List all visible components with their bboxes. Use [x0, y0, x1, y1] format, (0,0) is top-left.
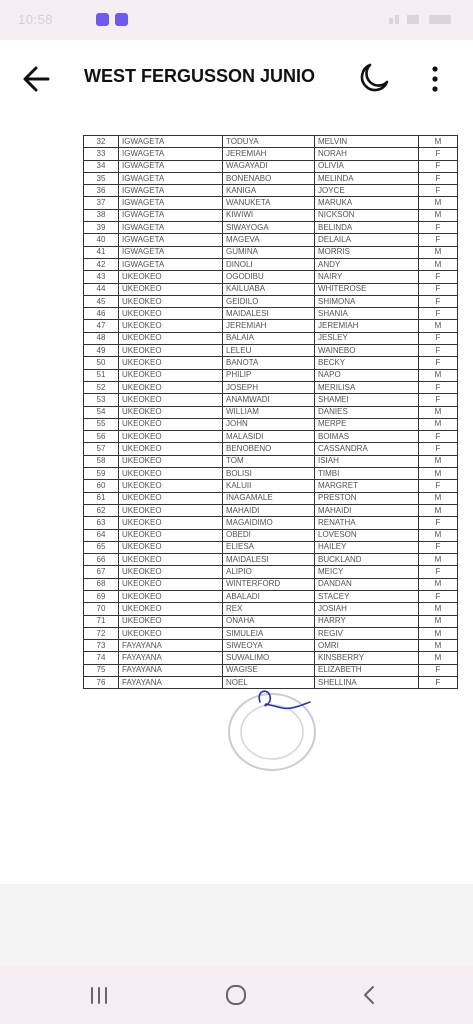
given-name-cell: BUCKLAND: [315, 554, 419, 566]
village-cell: UKEOKEO: [119, 332, 223, 344]
status-bar: [0, 0, 473, 40]
sex-cell: M: [419, 615, 458, 627]
row-number: 73: [84, 640, 119, 652]
sex-cell: F: [419, 185, 458, 197]
status-time: 10:58: [18, 12, 54, 27]
village-cell: UKEOKEO: [119, 480, 223, 492]
sex-cell: M: [419, 492, 458, 504]
given-name-cell: SHIMONA: [315, 295, 419, 307]
row-number: 41: [84, 246, 119, 258]
table-row: [84, 381, 458, 393]
table-row: [84, 664, 458, 676]
table-row: [84, 443, 458, 455]
table-row: [84, 160, 458, 172]
village-cell: UKEOKEO: [119, 308, 223, 320]
given-name-cell: OLIVIA: [315, 160, 419, 172]
surname-cell: BONENABO: [223, 172, 315, 184]
village-cell: UKEOKEO: [119, 271, 223, 283]
sex-cell: F: [419, 271, 458, 283]
row-number: 72: [84, 627, 119, 639]
given-name-cell: CASSANDRA: [315, 443, 419, 455]
viewer-footer: [0, 884, 473, 966]
surname-cell: MAIDALESI: [223, 308, 315, 320]
surname-cell: SIWEOYA: [223, 640, 315, 652]
village-cell: UKEOKEO: [119, 517, 223, 529]
given-name-cell: BECKY: [315, 357, 419, 369]
surname-cell: BOLISI: [223, 468, 315, 480]
village-cell: UKEOKEO: [119, 369, 223, 381]
notification-app-icon: [115, 13, 128, 26]
given-name-cell: NICKSON: [315, 209, 419, 221]
table-row: [84, 209, 458, 221]
row-number: 65: [84, 541, 119, 553]
row-number: 50: [84, 357, 119, 369]
sex-cell: M: [419, 468, 458, 480]
surname-cell: JOHN: [223, 418, 315, 430]
given-name-cell: NAIRY: [315, 271, 419, 283]
surname-cell: OBEDI: [223, 529, 315, 541]
table-row: [84, 345, 458, 357]
table-row: [84, 172, 458, 184]
surname-cell: LELEU: [223, 345, 315, 357]
table-row: [84, 640, 458, 652]
village-cell: IGWAGETA: [119, 148, 223, 160]
given-name-cell: DELAILA: [315, 234, 419, 246]
row-number: 48: [84, 332, 119, 344]
table-row: [84, 234, 458, 246]
sex-cell: F: [419, 308, 458, 320]
given-name-cell: ANDY: [315, 258, 419, 270]
row-number: 52: [84, 381, 119, 393]
table-row: [84, 148, 458, 160]
village-cell: UKEOKEO: [119, 627, 223, 639]
given-name-cell: NORAH: [315, 148, 419, 160]
row-number: 64: [84, 529, 119, 541]
surname-cell: BALAIA: [223, 332, 315, 344]
surname-cell: REX: [223, 603, 315, 615]
surname-cell: WAGAYADI: [223, 160, 315, 172]
village-cell: UKEOKEO: [119, 529, 223, 541]
sex-cell: F: [419, 480, 458, 492]
table-row: [84, 541, 458, 553]
village-cell: UKEOKEO: [119, 554, 223, 566]
sex-cell: F: [419, 332, 458, 344]
surname-cell: DINOLI: [223, 258, 315, 270]
surname-cell: ALIPIO: [223, 566, 315, 578]
row-number: 62: [84, 504, 119, 516]
village-cell: UKEOKEO: [119, 320, 223, 332]
given-name-cell: STACEY: [315, 590, 419, 602]
village-cell: UKEOKEO: [119, 345, 223, 357]
given-name-cell: MERPE: [315, 418, 419, 430]
village-cell: FAYAYANA: [119, 677, 223, 689]
row-number: 38: [84, 209, 119, 221]
row-number: 63: [84, 517, 119, 529]
surname-cell: SIMULEIA: [223, 627, 315, 639]
row-number: 42: [84, 258, 119, 270]
surname-cell: MAGAIDIMO: [223, 517, 315, 529]
sex-cell: M: [419, 640, 458, 652]
sex-cell: F: [419, 148, 458, 160]
row-number: 37: [84, 197, 119, 209]
status-indicators: [385, 12, 455, 29]
village-cell: UKEOKEO: [119, 590, 223, 602]
notification-icons: [96, 13, 128, 26]
back-button[interactable]: [18, 62, 56, 96]
surname-cell: PHILIP: [223, 369, 315, 381]
given-name-cell: LOVESON: [315, 529, 419, 541]
given-name-cell: TIMBI: [315, 468, 419, 480]
table-row: [84, 554, 458, 566]
table-row: [84, 185, 458, 197]
sex-cell: M: [419, 320, 458, 332]
surname-cell: SIWAYOGA: [223, 222, 315, 234]
sex-cell: M: [419, 418, 458, 430]
village-cell: UKEOKEO: [119, 418, 223, 430]
sex-cell: F: [419, 222, 458, 234]
sex-cell: M: [419, 627, 458, 639]
sex-cell: M: [419, 554, 458, 566]
village-cell: IGWAGETA: [119, 258, 223, 270]
recent-apps-icon: [84, 980, 114, 1010]
surname-cell: KAILUABA: [223, 283, 315, 295]
row-number: 49: [84, 345, 119, 357]
village-cell: UKEOKEO: [119, 578, 223, 590]
row-number: 75: [84, 664, 119, 676]
village-cell: UKEOKEO: [119, 431, 223, 443]
surname-cell: WANUKETA: [223, 197, 315, 209]
row-number: 61: [84, 492, 119, 504]
given-name-cell: HAILEY: [315, 541, 419, 553]
given-name-cell: DANDAN: [315, 578, 419, 590]
village-cell: UKEOKEO: [119, 283, 223, 295]
row-number: 34: [84, 160, 119, 172]
home-button[interactable]: [221, 980, 251, 1010]
sex-cell: M: [419, 369, 458, 381]
given-name-cell: ISIAH: [315, 455, 419, 467]
sex-cell: F: [419, 345, 458, 357]
student-roster-table: [83, 135, 458, 689]
sex-cell: F: [419, 283, 458, 295]
village-cell: IGWAGETA: [119, 197, 223, 209]
sex-cell: F: [419, 295, 458, 307]
sex-cell: F: [419, 172, 458, 184]
surname-cell: ANAMWADI: [223, 394, 315, 406]
surname-cell: ONAHA: [223, 615, 315, 627]
village-cell: IGWAGETA: [119, 246, 223, 258]
village-cell: UKEOKEO: [119, 406, 223, 418]
given-name-cell: SHANIA: [315, 308, 419, 320]
village-cell: UKEOKEO: [119, 603, 223, 615]
row-number: 74: [84, 652, 119, 664]
village-cell: UKEOKEO: [119, 295, 223, 307]
sex-cell: M: [419, 246, 458, 258]
given-name-cell: HARRY: [315, 615, 419, 627]
given-name-cell: MARUKA: [315, 197, 419, 209]
row-number: 58: [84, 455, 119, 467]
row-number: 59: [84, 468, 119, 480]
surname-cell: ELIESA: [223, 541, 315, 553]
row-number: 67: [84, 566, 119, 578]
surname-cell: BANOTA: [223, 357, 315, 369]
row-number: 47: [84, 320, 119, 332]
village-cell: UKEOKEO: [119, 541, 223, 553]
surname-cell: BENOBENO: [223, 443, 315, 455]
village-cell: IGWAGETA: [119, 160, 223, 172]
village-cell: UKEOKEO: [119, 455, 223, 467]
table-row: [84, 431, 458, 443]
given-name-cell: SHAMEI: [315, 394, 419, 406]
table-row: [84, 492, 458, 504]
row-number: 54: [84, 406, 119, 418]
table-row: [84, 566, 458, 578]
village-cell: IGWAGETA: [119, 234, 223, 246]
row-number: 39: [84, 222, 119, 234]
table-row: [84, 603, 458, 615]
given-name-cell: KINSBERRY: [315, 652, 419, 664]
row-number: 60: [84, 480, 119, 492]
surname-cell: MAGEVA: [223, 234, 315, 246]
sex-cell: F: [419, 664, 458, 676]
table-row: [84, 332, 458, 344]
surname-cell: TODUYA: [223, 136, 315, 148]
surname-cell: GUMINA: [223, 246, 315, 258]
signal-battery-icon: [385, 12, 455, 26]
more-vert-icon: [424, 62, 446, 96]
village-cell: UKEOKEO: [119, 468, 223, 480]
given-name-cell: BELINDA: [315, 222, 419, 234]
surname-cell: KANIGA: [223, 185, 315, 197]
surname-cell: KALUII: [223, 480, 315, 492]
sex-cell: F: [419, 677, 458, 689]
row-number: 57: [84, 443, 119, 455]
village-cell: UKEOKEO: [119, 381, 223, 393]
sex-cell: F: [419, 517, 458, 529]
table-row: [84, 295, 458, 307]
table-row: [84, 246, 458, 258]
village-cell: IGWAGETA: [119, 209, 223, 221]
document-viewer[interactable]: [0, 116, 473, 884]
village-cell: FAYAYANA: [119, 664, 223, 676]
theme-toggle-button[interactable]: [356, 60, 392, 96]
sex-cell: F: [419, 357, 458, 369]
village-cell: UKEOKEO: [119, 394, 223, 406]
sex-cell: M: [419, 529, 458, 541]
row-number: 70: [84, 603, 119, 615]
table-row: [84, 652, 458, 664]
surname-cell: GEIDILO: [223, 295, 315, 307]
row-number: 36: [84, 185, 119, 197]
sex-cell: M: [419, 209, 458, 221]
table-row: [84, 283, 458, 295]
surname-cell: MAIDALESI: [223, 554, 315, 566]
page-title: WEST FERGUSSON JUNIO: [84, 66, 316, 86]
home-circle-icon: [221, 980, 251, 1010]
given-name-cell: NAPO: [315, 369, 419, 381]
given-name-cell: RENATHA: [315, 517, 419, 529]
nav-back-icon: [355, 980, 385, 1010]
sex-cell: F: [419, 234, 458, 246]
sex-cell: M: [419, 197, 458, 209]
row-number: 45: [84, 295, 119, 307]
table-row: [84, 271, 458, 283]
given-name-cell: MELVIN: [315, 136, 419, 148]
village-cell: FAYAYANA: [119, 640, 223, 652]
given-name-cell: REGIV: [315, 627, 419, 639]
school-stamp-signature: [222, 682, 322, 774]
row-number: 43: [84, 271, 119, 283]
row-number: 46: [84, 308, 119, 320]
given-name-cell: MEICY: [315, 566, 419, 578]
row-number: 71: [84, 615, 119, 627]
table-row: [84, 369, 458, 381]
table-row: [84, 197, 458, 209]
village-cell: IGWAGETA: [119, 185, 223, 197]
given-name-cell: JOSIAH: [315, 603, 419, 615]
given-name-cell: JESLEY: [315, 332, 419, 344]
row-number: 44: [84, 283, 119, 295]
given-name-cell: MARGRET: [315, 480, 419, 492]
surname-cell: MALASIDI: [223, 431, 315, 443]
row-number: 56: [84, 431, 119, 443]
row-number: 53: [84, 394, 119, 406]
table-row: [84, 406, 458, 418]
surname-cell: JEREMIAH: [223, 320, 315, 332]
sex-cell: F: [419, 160, 458, 172]
table-row: [84, 136, 458, 148]
village-cell: UKEOKEO: [119, 615, 223, 627]
surname-cell: INAGAMALE: [223, 492, 315, 504]
given-name-cell: OMRI: [315, 640, 419, 652]
app-bar: [0, 40, 473, 116]
given-name-cell: MORRIS: [315, 246, 419, 258]
sex-cell: M: [419, 406, 458, 418]
table-row: [84, 455, 458, 467]
given-name-cell: PRESTON: [315, 492, 419, 504]
row-number: 68: [84, 578, 119, 590]
surname-cell: MAHAIDI: [223, 504, 315, 516]
sex-cell: F: [419, 431, 458, 443]
given-name-cell: SHELLINA: [315, 677, 419, 689]
row-number: 66: [84, 554, 119, 566]
sex-cell: F: [419, 566, 458, 578]
village-cell: UKEOKEO: [119, 566, 223, 578]
village-cell: FAYAYANA: [119, 652, 223, 664]
village-cell: IGWAGETA: [119, 172, 223, 184]
table-row: [84, 258, 458, 270]
given-name-cell: ELIZABETH: [315, 664, 419, 676]
surname-cell: OGODIBU: [223, 271, 315, 283]
table-row: [84, 615, 458, 627]
table-row: [84, 504, 458, 516]
row-number: 76: [84, 677, 119, 689]
table-row: [84, 357, 458, 369]
row-number: 35: [84, 172, 119, 184]
notification-app-icon: [96, 13, 109, 26]
village-cell: UKEOKEO: [119, 504, 223, 516]
sex-cell: F: [419, 443, 458, 455]
table-row: [84, 627, 458, 639]
sex-cell: F: [419, 541, 458, 553]
given-name-cell: MERILISA: [315, 381, 419, 393]
surname-cell: NOEL: [223, 677, 315, 689]
system-nav-bar: [0, 966, 473, 1024]
village-cell: IGWAGETA: [119, 136, 223, 148]
table-row: [84, 578, 458, 590]
crescent-moon-icon: [356, 60, 392, 96]
village-cell: IGWAGETA: [119, 222, 223, 234]
table-row: [84, 394, 458, 406]
row-number: 55: [84, 418, 119, 430]
system-back-button[interactable]: [355, 980, 385, 1010]
sex-cell: M: [419, 504, 458, 516]
given-name-cell: WHITEROSE: [315, 283, 419, 295]
sex-cell: M: [419, 652, 458, 664]
row-number: 51: [84, 369, 119, 381]
recent-apps-button[interactable]: [84, 980, 114, 1010]
table-row: [84, 529, 458, 541]
sex-cell: M: [419, 578, 458, 590]
surname-cell: WAGISE: [223, 664, 315, 676]
surname-cell: JEREMIAH: [223, 148, 315, 160]
more-options-button[interactable]: [424, 62, 446, 96]
given-name-cell: BOIMAS: [315, 431, 419, 443]
table-row: [84, 468, 458, 480]
village-cell: UKEOKEO: [119, 443, 223, 455]
arrow-back-icon: [18, 62, 56, 96]
row-number: 40: [84, 234, 119, 246]
surname-cell: SUWALIMO: [223, 652, 315, 664]
sex-cell: M: [419, 258, 458, 270]
table-row: [84, 308, 458, 320]
row-number: 69: [84, 590, 119, 602]
surname-cell: JOSEPH: [223, 381, 315, 393]
given-name-cell: JEREMIAH: [315, 320, 419, 332]
sex-cell: F: [419, 381, 458, 393]
surname-cell: KIWIWI: [223, 209, 315, 221]
sex-cell: M: [419, 603, 458, 615]
given-name-cell: MELINDA: [315, 172, 419, 184]
sex-cell: F: [419, 394, 458, 406]
table-row: [84, 418, 458, 430]
surname-cell: WINTERFORD: [223, 578, 315, 590]
table-row: [84, 590, 458, 602]
village-cell: UKEOKEO: [119, 357, 223, 369]
table-row: [84, 222, 458, 234]
village-cell: UKEOKEO: [119, 492, 223, 504]
row-number: 32: [84, 136, 119, 148]
given-name-cell: WAINEBO: [315, 345, 419, 357]
surname-cell: ABALADI: [223, 590, 315, 602]
table-row: [84, 480, 458, 492]
row-number: 33: [84, 148, 119, 160]
table-row: [84, 320, 458, 332]
sex-cell: M: [419, 136, 458, 148]
given-name-cell: JOYCE: [315, 185, 419, 197]
sex-cell: M: [419, 455, 458, 467]
given-name-cell: MAHAIDI: [315, 504, 419, 516]
sex-cell: F: [419, 590, 458, 602]
surname-cell: WILLIAM: [223, 406, 315, 418]
given-name-cell: DANIES: [315, 406, 419, 418]
table-row: [84, 517, 458, 529]
surname-cell: TOM: [223, 455, 315, 467]
